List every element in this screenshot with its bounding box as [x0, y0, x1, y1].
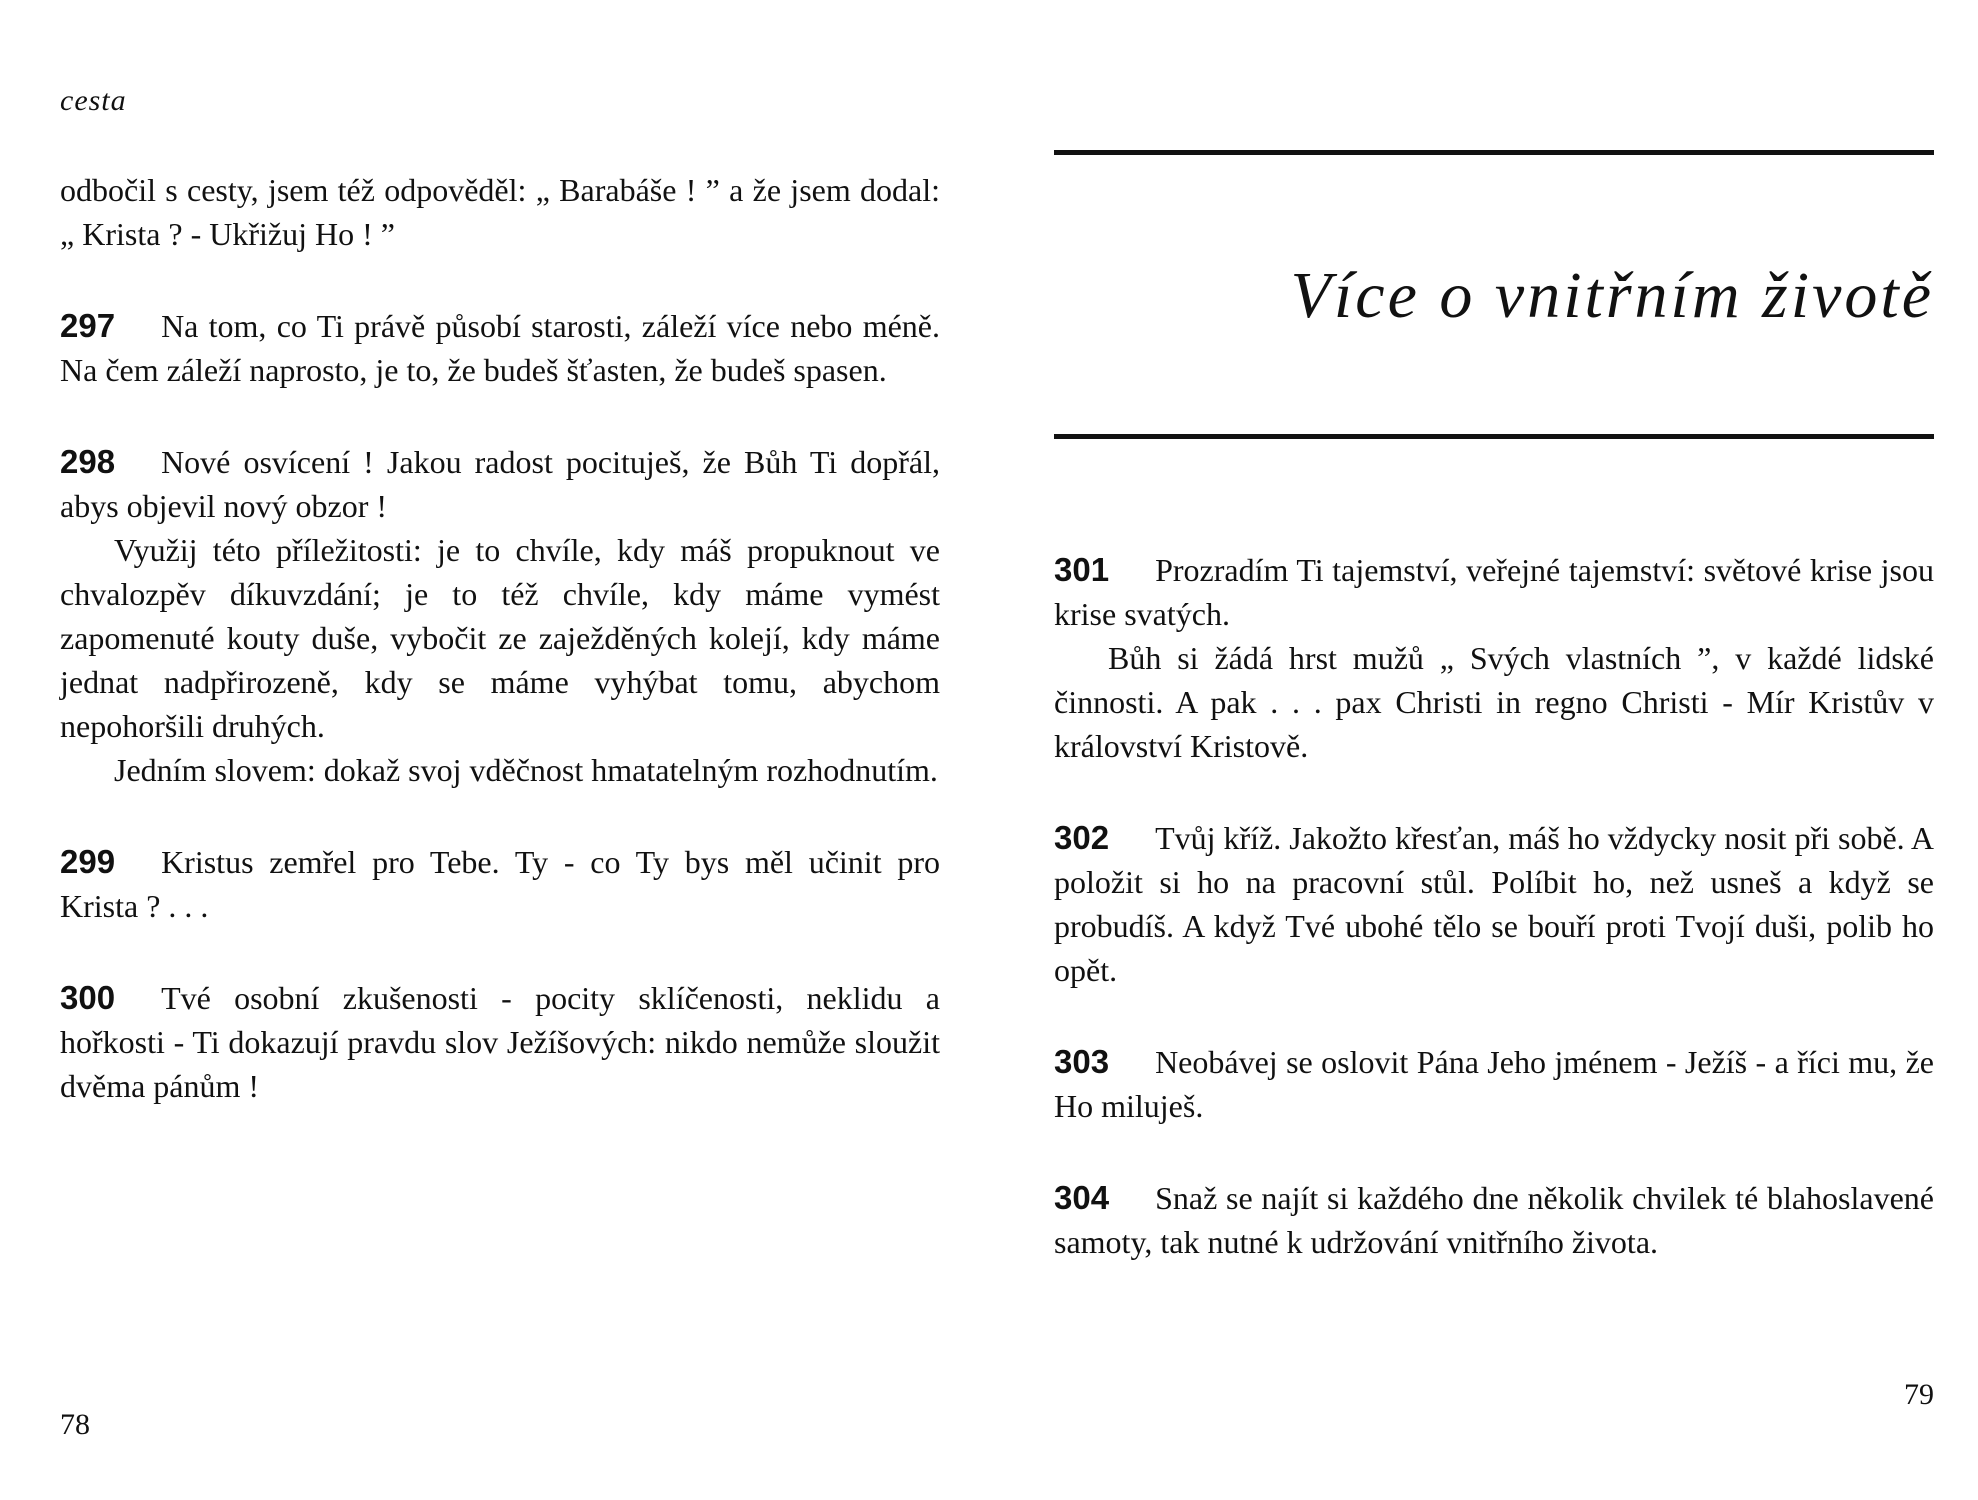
point-301 [1054, 548, 1934, 636]
point-number: 303 [1054, 1043, 1110, 1080]
point-302 [1054, 816, 1934, 992]
running-head: cesta [60, 84, 127, 117]
point-298 [60, 440, 940, 528]
point-301-paragraph-2: Bůh si žádá hrst mužů „ Svých vlastních ”, v každé lidské činnosti. A pak . . . pax Christi in regno Christi - Mír Kristův v království Kristově. [1054, 640, 1934, 764]
point-304 [1054, 1176, 1934, 1264]
point-text: Tvé osobní zkušenosti - pocity sklíčenosti, neklidu a hořkosti - Ti dokazují pravdu slov Ježíšových: nikdo nemůže sloužit dvěma pánům ! [60, 980, 940, 1104]
page-number: 78 [60, 1408, 90, 1441]
continuation-paragraph: odbočil s cesty, jsem též odpověděl: „ Barabáše ! ” a že jsem dodal: „ Krista ? - Ukřižuj Ho ! ” [60, 172, 940, 252]
right-page [1054, 0, 1934, 1500]
page-number: 79 [1904, 1378, 1934, 1411]
right-text-column [1054, 548, 1934, 1264]
point-number: 299 [60, 843, 116, 880]
point-text: Prozradím Ti tajemství, veřejné tajemství: světové krise jsou krise svatých. [1054, 552, 1934, 632]
point-298-paragraph-3: Jedním slovem: dokaž svoj vděčnost hmatatelným rozhodnutím. [114, 752, 938, 788]
chapter-rule-top [1054, 150, 1934, 155]
point-text: Neobávej se oslovit Pána Jeho jménem - Ježíš - a říci mu, že Ho miluješ. [1054, 1044, 1934, 1124]
chapter-rule-bottom [1054, 434, 1934, 439]
point-text: Na tom, co Ti právě působí starosti, záleží více nebo méně. Na čem záleží naprosto, je to, že budeš šťasten, že budeš spasen. [60, 308, 940, 388]
point-text: Tvůj kříž. Jakožto křesťan, máš ho vždycky nosit při sobě. A položit si ho na pracovní stůl. Políbit ho, než usneš a když se probudíš. A když Tvé ubohé tělo se bouří proti Tvojí duši, polib ho opět. [1054, 820, 1934, 988]
point-303 [1054, 1040, 1934, 1128]
point-number: 297 [60, 307, 116, 344]
point-text: Snaž se najít si každého dne několik chvilek té blahoslavené samoty, tak nutné k udržování vnitřního života. [1054, 1180, 1934, 1260]
point-text: Nové osvícení ! Jakou radost pocituješ, že Bůh Ti dopřál, abys objevil nový obzor ! [60, 444, 940, 524]
point-number: 298 [60, 443, 116, 480]
left-page [60, 0, 940, 1500]
point-text: Kristus zemřel pro Tebe. Ty - co Ty bys měl učinit pro Krista ? . . . [60, 844, 940, 924]
point-number: 302 [1054, 819, 1110, 856]
point-number: 301 [1054, 551, 1110, 588]
left-text-column [60, 168, 940, 1108]
chapter-title: Více o vnitřním životě [1290, 259, 1934, 332]
point-number: 304 [1054, 1179, 1110, 1216]
point-300 [60, 976, 940, 1108]
point-297 [60, 304, 940, 392]
point-number: 300 [60, 979, 116, 1016]
point-298-paragraph-2: Využij této příležitosti: je to chvíle, kdy máš propuknout ve chvalozpěv díkuvzdání; je to též chvíle, kdy máme vymést zapomenuté kouty duše, vybočit ze zaježděných kolejí, kdy máme jednat nadpřirozeně, kdy se máme vyhýbat tomu, abychom nepohoršili druhých. [60, 532, 940, 744]
point-299 [60, 840, 940, 928]
